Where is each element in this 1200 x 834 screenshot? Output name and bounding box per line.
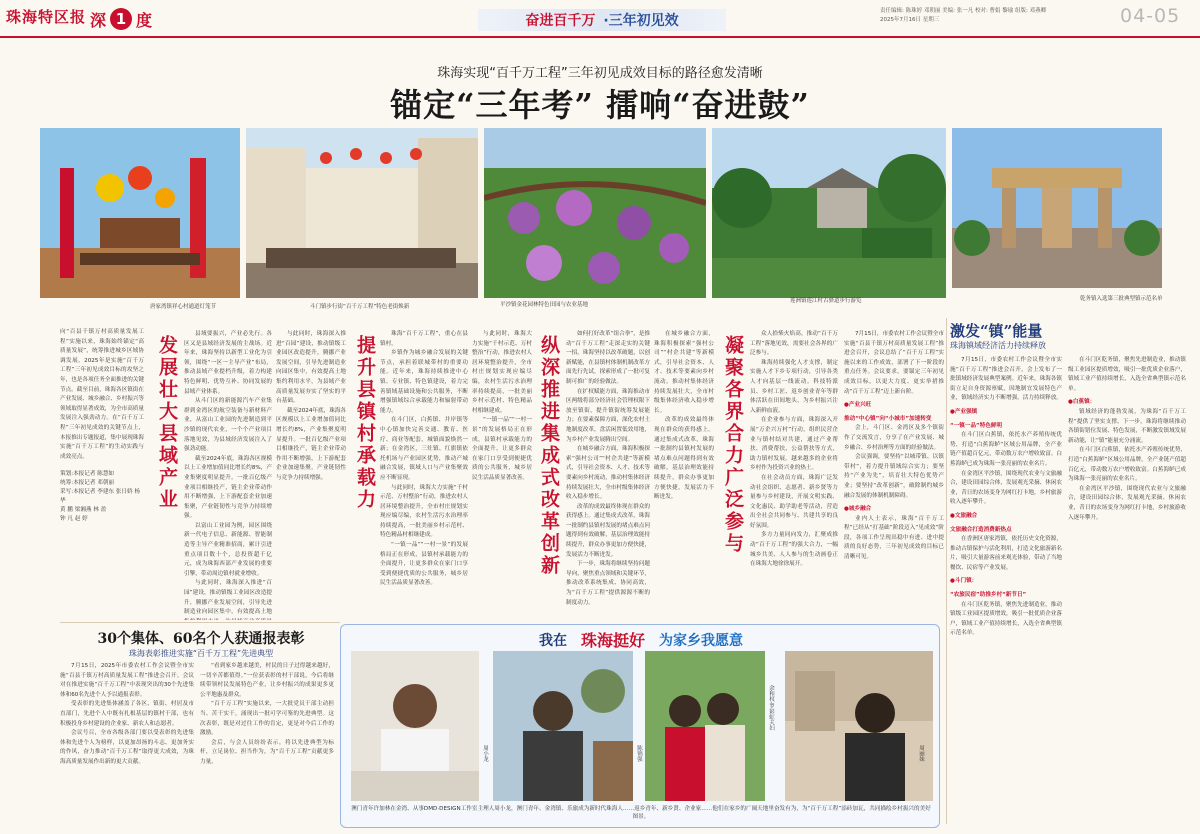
paragraph: 以富山工业园为例，园区围绕新一代电子信息、新能源、智能制造等主导产业精准招商，累计引进重点项目数十个，总投资超千亿元，成为珠海西部产业发展的重要引擎，带动周边镇村就业增收。: [184, 522, 272, 577]
paragraph: 截至2024年底，珠海各区规模以上工业增加值同比增长约8%，产业集聚度明显提升。一批百亿级产业项目相继投产，链主企业带动作用不断增强，上下游配套企业加速集聚，产业链韧性与竞争力持续增强。: [184, 455, 272, 520]
editor-meta: [880, 7, 1110, 25]
paragraph: 会议号召，全市各级各部门要以受表彰的先进集体和先进个人为榜样，以更加昂扬的斗志、更加务实的作风，奋力推动“百千万工程”取得更大成效，为珠海高质量发展作出新的更大贡献。: [60, 730, 194, 765]
photo-caption-5: 乾务镇入选第三批典型镇示范名单: [1080, 296, 1163, 302]
promo-title-part-2: 珠海挺好: [580, 631, 645, 650]
paragraph: 与此同时，珠海深入推进“百园”建设，推动镇级工业园区改造提升，腾挪产业发展空间，引导先进制造业向园区集中，有效提高土地: [184, 580, 272, 616]
paragraph: “一镇一品”“一村一景”的发展格局正在形成，县镇村承载能力的全面提升，让更多群众在家门口享受到便捷优质的公共服务，城乡居民生活品质显著改善。: [380, 542, 468, 587]
promo-feature-box: [340, 624, 940, 828]
section-body-4: [750, 330, 838, 620]
paragraph: 7月15日，市委农村工作会议暨全市实施“百县千镇万村高质量发展工程”推进会召开，会议总结了“百千万工程”实施以来的工作成效，部署了下一阶段的重点任务。会议要求，要锚定三年初见成效目标，以更大力度、更实举措推动“百千万工程”迈上新台阶。: [844, 331, 944, 395]
flower-field-photo: [484, 128, 706, 298]
awards-body-b: [200, 662, 334, 826]
photo-caption-4: 莲洲镇莲江村古驿道步行游览: [790, 298, 862, 304]
right-story-body-a: [950, 356, 1062, 824]
paragraph: “百千万工程”实施以来，一大批党员干部主动担当、苦干实干，涌现出一批可学可鉴的先进典型。这次表彰，既是对过往工作的肯定，更是对今后工作的激励。: [200, 701, 334, 737]
column-banner-main: 奋进百千万: [525, 13, 596, 29]
paragraph: 与此同时，珠海大力实施“千村示范、万村整治”行动，推进农村人居环境整治提升，全市村庄规划实现应编尽编，农村生活污水治理率持续提高，一批美丽乡村示范村、特色精品村相继建成。: [380, 484, 468, 539]
right-story-subheading: 珠海镇域经济活力持续释放: [950, 341, 1046, 350]
paragraph: 在斗门区白蕉镇，依托水产养殖传统优势，打造“白蕉海鲈”区域公用品牌，全产业链产值超百亿元，带动数万农户增收致富。白蕉海鲈已成为珠海一张亮丽的农业名片。: [1068, 447, 1186, 483]
promo-footer-text: 澳门青年许加林在金湾、从事DMD·DESIGN工作室主理人周小龙，澳门青年、金湾镇、乐旅成为新时代珠海人……返乡青年、新乡贤、企业家……他们在家乡的广阔天地里奋发有为，为“百千万工程”添砖加瓦，共同描绘乡村振兴的美好图景。: [351, 806, 931, 820]
section-heading-1: 发展壮大县域产业: [156, 335, 178, 511]
section-body-3b: [654, 330, 714, 620]
paragraph: 多方力量同向发力，汇聚成推动“百千万工程”的强大合力，一幅城乡共美、人人参与的生动画卷正在珠海大地徐徐展开。: [750, 532, 838, 568]
paragraph: 业内人士表示，珠海“百千万工程”已经从“打基础”阶段迈入“见成效”阶段，各项工作呈现出稳中有进、进中提质的良好态势，三年初见成效的目标已清晰可见。: [844, 515, 944, 561]
paragraph: 改革的成效最终体现在群众的获得感上。通过集成式改革，珠海一批制约县镇村发展的堵点难点问题得到有效破解，基层治理效能持续提升，群众办事更加方便快捷，发展活力不断迸发。: [566, 503, 650, 558]
section-number-badge: 1: [110, 8, 132, 30]
paragraph: 在斗门区乾务镇，聚焦先进制造业，推动镇级工业园区提质增效，吸引一批优质企业落户，镇域工业产值持续增长，入选全省典型镇示范名单。: [1068, 357, 1186, 392]
portrait-photo-1: [351, 651, 479, 801]
paragraph: 在斗门区，白蕉镇、井岸镇等中心镇加快完善交通、教育、医疗、商业等配套，城镇面貌焕然一新；在金湾区，三灶镇、红旗镇依托机场与产业园区优势，推动产城融合发展，镇域人口与产业集聚效应不断显现。: [380, 417, 468, 481]
paragraph: 改革的成效最终体现在群众的获得感上。通过集成式改革，珠海一批制约县镇村发展的堵点难点问题得到有效破解，基层治理效能持续提升，群众办事更加方便快捷，发展活力不断迸发。: [654, 417, 714, 501]
column-banner-sub: ·三年初见效: [603, 13, 679, 29]
village-pavilion-photo: [712, 128, 946, 298]
paragraph: 会议强调，要坚持“以城带镇、以镇带村”，着力提升镇域综合实力；要坚持“产业为先”，培育壮大特色优势产业；要坚持“改革创新”，破除制约城乡融合发展的体制机制障碍。: [844, 454, 944, 499]
portrait-caption: 陈锦强: [636, 745, 642, 762]
paragraph: 众人拾柴火焰高。推动“百千万工程”落地见效，需要社会各界的广泛参与。: [750, 331, 838, 357]
paragraph: 在社会动员方面，珠海广泛发动社会组织、志愿者、新乡贤等力量参与乡村建设，开展文明实践、文化惠民、助学助老等活动，营造出全社会共同参与、共建共享的良好氛围。: [750, 474, 838, 529]
paragraph: 乡镇作为城乡融合发展的关键节点，承担着联城带村的重要功能。近年来，珠海持续推进中心镇、专业镇、特色镇建设，着力完善镇域基础设施和公共服务，不断增强镇域综合承载能力和辐射带动能力。: [380, 350, 468, 414]
right-story-body-b: [1068, 356, 1186, 824]
section-heading-2: 提升县镇村承载力: [354, 335, 376, 511]
portrait-photo-2: [493, 651, 633, 801]
photo-caption-2: 斗门镇步行街“百千万工程”特色老街焕新: [310, 304, 410, 310]
paragraph: 如何打好改革“组合拳”，是推动“百千万工程”走深走实的关键一招。珠海坚持以改革破题，以创新赋能，在县镇村体制机制改革方面先行先试，探索形成了一批可复制可推广的经验做法。: [566, 331, 650, 385]
paragraph: 珠海持续强化人才支撑，制定实施人才下乡专项行动，引导各类人才向基层一线流动。科技特派员、乡村工匠、返乡创业青年等群体活跃在田间地头，为乡村振兴注入新鲜血液。: [750, 359, 838, 414]
paragraph: 截至2024年底，珠海各区规模以上工业增加值同比增长约8%，产业集聚度明显提升。一批百亿级产业项目相继投产，链主企业带动作用不断增强，上下游配套企业加速集聚，产业链韧性与竞争力持续增强。: [276, 407, 346, 481]
subheading: “一镇一品”特色鲜明: [950, 422, 1003, 429]
paragraph: 从斗门区的新能源汽车产业集群到金湾区的航空装备与新材料产业，从富山工业园的先进制造到平沙镇的现代农业，一个个产业项目落地见效，为县域经济发展注入了强劲动能。: [184, 398, 272, 453]
section-body-3: [566, 330, 650, 620]
credit-line: 黄 鹏 梁湘燕 林 盈: [60, 507, 107, 514]
subheading: ●产业强镇: [950, 408, 978, 415]
paragraph: 在企业参与方面，珠海深入开展“万企兴万村”行动，组织民营企业与镇村结对共建，通过产业帮扶、消费帮扶、公益帮扶等方式，助力镇村发展。越来越多的企业将乡村作为投资兴业的热土。: [750, 417, 838, 472]
section-label: [90, 6, 152, 32]
main-headline: 锚定“三年考” 擂响“奋进鼓”: [390, 86, 810, 124]
paragraph: 在扩权赋能方面，珠海推动市区两级将部分经济社会管理权限下放至镇街，提升镇街统筹发展能力；在要素保障方面，深化农村土地制度改革，盘活闲置低效用地，为乡村产业发展腾出空间。: [566, 388, 650, 443]
lantern-festival-photo: [40, 128, 240, 298]
promo-title-part-3: 为家乡我愿意: [659, 632, 743, 649]
subheading: ●白蕉镇：: [1068, 399, 1096, 406]
paragraph: “一镇一品”“一村一景”的发展格局正在形成，县镇村承载能力的全面提升，让更多群众在家门口享受到便捷优质的公共服务，城乡居民生活品质显著改善。: [472, 417, 532, 481]
credit-line: 策划:本报记者 陈慧如: [60, 471, 115, 478]
page-numbers: 04-05: [1120, 5, 1181, 27]
section-body-5: [844, 330, 944, 620]
paragraph: 7月15日，市委农村工作会议暨全市实施“百千万工程”推进会召开，会上发布了一批镇域经济发展典型案例。近年来，珠海各镇街立足自身资源禀赋，因地制宜发展特色产业，镇域经济实力不断增强，活力持续释放。: [950, 357, 1062, 402]
paragraph: 7月15日，2025年市委农村工作会议暨全市实施“百县千镇万村高质量发展工程”推进会召开。会议对在推进实施“百千万工程”中表现突出的30个先进集体和60名先进个人予以通报表彰。: [60, 663, 194, 698]
paragraph: 在城乡融合方面，珠海积极探索“强村公司”“村企共建”等新模式，引导社会资本、人才、技术等要素向乡村流动，推动村集体经济持续发展壮大，全市村级集体经济收入稳步增长。: [566, 446, 650, 501]
paragraph: 下一步，珠海将继续坚持问题导向，聚焦重点领域和关键环节，推动改革系统集成、协同高效，为“百千万工程”提供源源不断的制度动力。: [566, 561, 650, 606]
section-divider: [60, 622, 340, 623]
photo-caption-3: 平沙镇金花园林特色田园与农业基地: [500, 302, 589, 308]
photo-caption-1: 唐家湾镇祥心村通道灯笼节: [150, 304, 217, 310]
town-gateway-photo: [952, 128, 1162, 288]
paragraph: 县域要振兴，产业必先行。各区又是县域经济发展的主战场。近年来，珠海坚持以新型工业化为引领，围绕“一区一主导产业”布局，推动县域产业提档升级，着力构建特色鲜明、优势互补、协同发展的县域产业体系。: [184, 331, 272, 395]
section-body-2: [380, 330, 468, 620]
subheading: “农旅民宿”助推乡村“新节日”: [950, 592, 1027, 599]
headline-kicker: 珠海实现“百千万工程”三年初见成效目标的路径愈发清晰: [437, 66, 763, 81]
section-body-1b: [276, 330, 346, 620]
lead-block: [60, 328, 144, 586]
right-story-heading: 激发“镇”能量: [950, 322, 1043, 340]
awards-heading: 30个集体、60名个人获通报表彰: [97, 631, 305, 647]
paragraph: 在城乡融合方面，珠海积极探索“强村公司”“村企共建”等新模式，引导社会资本、人才、技术等要素向乡村流动，推动村集体经济持续发展壮大，全市村级集体经济收入稳步增长。: [654, 331, 714, 414]
paragraph: 在香洲区唐家湾镇，依托历史文化资源，推动古镇保护与活化利用，打造文化旅游新名片，吸引大量游客前来观光体验，带动了当地餐饮、民宿等产业发展。: [950, 536, 1062, 571]
paragraph: 会上，斗门区、金湾区及多个镇街作了交流发言，分享了在产业发展、城乡融合、乡村治理等方面的经验做法。: [844, 425, 944, 451]
subheading: 文旅融合打造消费新热点: [950, 526, 1012, 533]
column-banner: [478, 9, 726, 31]
credit-line: 钟 凡 赵 婷: [60, 516, 88, 523]
subheading: ●文旅融合: [950, 512, 978, 519]
paragraph: 会后，与会人员纷纷表示，将以先进典型为标杆，立足岗位、担当作为，为“百千万工程”贡献更多力量。: [200, 739, 334, 765]
paragraph: 珠海“百千万工程”，重心在县镇村。: [380, 331, 468, 347]
section-body-1: [184, 330, 272, 620]
portrait-caption: 周小龙: [482, 745, 488, 762]
page-header: [0, 0, 1200, 38]
portrait-caption: 余和权·罗彩虹夫妇: [768, 685, 774, 731]
paragraph: 镇域经济的蓬勃发展，为珠海“百千万工程”提供了坚实支撑。下一步，珠海将继续推动各镇街错位发展、特色发展，不断激发镇域发展新动能，让“镇”能量充分涌流。: [1068, 408, 1186, 444]
subheading: ●城乡融合: [844, 506, 872, 513]
paragraph: 在斗门区乾务镇，聚焦先进制造业，推动镇级工业园区提质增效，吸引一批优质企业落户，镇域工业产值持续增长，入选全省典型镇示范名单。: [950, 601, 1062, 637]
section-label-suffix: 度: [136, 10, 153, 30]
subheading: ●斗门镇：: [950, 578, 978, 585]
portrait-caption: 周丽妹: [918, 745, 924, 762]
subheading: ●产业兴旺: [844, 402, 872, 409]
paragraph: 与此同时，珠海深入推进“百园”建设，推动镇级工业园区改造提升，腾挪产业发展空间，引导先进制造业向园区集中，有效提高土地集约利用水平，为县域产业高质量发展夯实了坚实的平台基础。: [276, 331, 346, 405]
promo-title-part-1: 我在: [538, 632, 567, 649]
old-street-photo: [246, 128, 478, 298]
newspaper-masthead: 珠海特区报: [6, 8, 87, 26]
lead-text: 向“百县千镇万村高质量发展工程”实施以来，珠海始终锚定“高质量发展”，统筹推进城乡区域协调发展。2025年是实施“百千万工程”三年初见成效目标的攻坚之年，也是各项任务全面推进的关键节点。截至目前，珠海各区镇街在产业发展、城乡融合、乡村振兴等领域取得显著成效，为全市高质量发展注入强劲动力。在“百千万工程”三年初见成效的关键节点上，本报推出专题报道，集中展现珠海实施“百千万工程”的生动实践与成效亮点。: [60, 329, 144, 460]
section-label-prefix: 深: [90, 10, 107, 30]
awards-body-a: [60, 662, 194, 826]
section-body-2b: [472, 330, 532, 620]
paragraph: 在金湾区平沙镇，围绕现代农业与文旅融合，建设田园综合体，发展观光采摘、休闲农业，昔日的农场变身为网红打卡地，乡村旅游收入逐年攀升。: [1068, 485, 1186, 521]
paragraph: 与此同时，珠海大力实施“千村示范、万村整治”行动，推进农村人居环境整治提升，全市村庄规划实现应编尽编，农村生活污水治理率持续提高，一批美丽乡村示范村、特色精品村相继建成。: [472, 331, 532, 414]
credits: [60, 470, 144, 524]
paragraph: “看到家乡越来越美，村民的日子过得越来越好，一切辛苦都值得。”一位获表彰的村干部说，今后将继续带领村民发展特色产业，让乡村振兴的成果更多更公平地惠及群众。: [200, 663, 334, 698]
paragraph: 受表彰的先进集体涵盖了各区、镇街、村居及市直部门，先进个人中既有扎根基层的镇村干部，也有积极投身乡村建设的企业家、新农人和志愿者。: [60, 701, 194, 727]
portrait-photo-3: [645, 651, 765, 801]
credit-line: 采写:本报记者 李建东 张日娇 杨 华: [60, 489, 140, 505]
section-heading-4: 凝聚各界合力广泛参与: [722, 335, 744, 555]
credit-line: 统筹:本报记者 邓朝丽: [60, 480, 115, 487]
paragraph: 在金湾区平沙镇，围绕现代农业与文旅融合，建设田园综合体，发展观光采摘、休闲农业，昔日的农场变身为网红打卡地，乡村旅游收入逐年攀升。: [950, 470, 1062, 506]
section-heading-3: 纵深推进集成式改革创新: [538, 335, 560, 577]
subheading: 推动“中心镇”向“小城市”加速转变: [844, 415, 932, 422]
paragraph: 在斗门区白蕉镇，依托水产养殖传统优势，打造“白蕉海鲈”区域公用品牌，全产业链产值超百亿元，带动数万农户增收致富。白蕉海鲈已成为珠海一张亮丽的农业名片。: [950, 432, 1062, 467]
editor-line: 责任编辑: 陈珠婷 邓朝丽 美编: 张一凡 校对: 曹娟 黎瑜 组版: 邓燕卿: [880, 8, 1047, 14]
awards-subheading: 珠海表彰推进实施“百千万工程”先进典型: [128, 649, 274, 658]
promo-title: [341, 628, 940, 651]
column-divider: [946, 318, 947, 824]
issue-date: 2025年7月16日 星期三: [880, 17, 940, 23]
portrait-photo-4: [785, 651, 933, 801]
